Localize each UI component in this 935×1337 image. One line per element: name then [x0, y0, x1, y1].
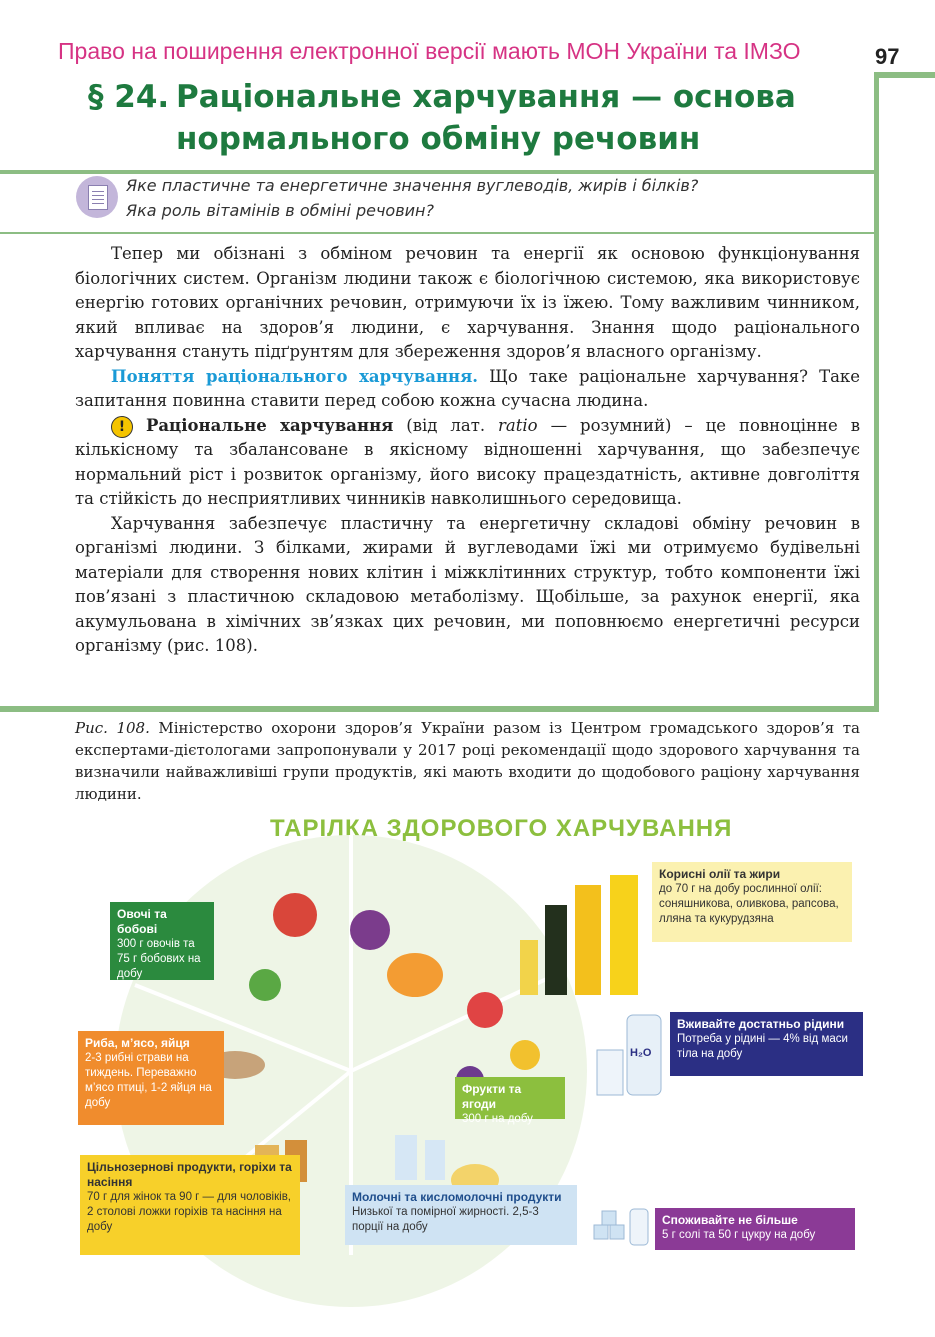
card-meat-title: Риба, м’ясо, яйця: [85, 1036, 190, 1050]
definition-part-a: (від лат.: [393, 415, 499, 435]
card-grains: [80, 1155, 300, 1255]
card-oils-text: до 70 г на добу рослинної олії: соняшникова, оливкова, рапсова, лляна та кукурудзяна: [659, 883, 839, 925]
card-salt-sugar: [655, 1208, 855, 1250]
card-vegetables-text: 300 г овочів та 75 г бобових на добу: [117, 938, 201, 980]
main-text: [75, 242, 860, 659]
section-number: § 24.: [88, 79, 170, 115]
card-grains-title: Цільнозернові продукти, горіхи та насіння: [87, 1160, 292, 1189]
copyright-banner: Право на поширення електронної версії мають МОН України та ІМЗО: [58, 38, 801, 64]
card-meat-fish: [78, 1031, 224, 1125]
infographic-title: ТАРІЛКА ЗДОРОВОГО ХАРЧУВАННЯ: [270, 815, 733, 842]
paragraph-2: [75, 365, 860, 414]
card-water: [670, 1012, 863, 1076]
exclamation-icon: !: [111, 416, 133, 438]
healthy-plate-infographic: [80, 805, 870, 1255]
question-1: Яке пластичне та енергетичне значення вуглеводів, жирів і білків?: [126, 176, 699, 195]
card-vegetables: [110, 902, 214, 980]
page-number: 97: [875, 44, 900, 69]
card-meat-text: 2-3 рибні страви на тиждень. Переважно м’ясо птиці, 1-2 яйця на добу: [85, 1052, 212, 1109]
card-water-title: Вживайте достатньо рідини: [677, 1017, 845, 1031]
paragraph-4: Харчування забезпечує пластичну та енергетичну складові обміну речовин в організмі людини. З білками, жирами й вуглеводами їжі ми отримуємо будівельні матеріали для створення нових клітин і міжклітинних структур, тобто компоненти їжі пов’язані з пластичною складовою метаболізму. Щобільше, за рахунок енергії, яка акумульована в хімічних зв’язках цих речовин, ми поповнюємо енергетичні ресурси організму (рис. 108).: [75, 513, 860, 655]
definition-part-b: — розумний) – це повноцінне в кількісному та збалансоване в якісному відношенні харчування, що забезпечує нормальний ріст і розвиток організму, його високу працездатність, активне довголіття та стійкість до несприятливих чинників навколишнього середовища.: [75, 415, 860, 508]
paragraph-2-text: Що таке раціональне харчування? Таке запитання повинна ставити перед собою кожна сучасна людина.: [75, 366, 860, 410]
definition-term: Раціональне харчування: [145, 415, 394, 435]
figure-caption: [75, 717, 860, 805]
card-fruits-text: 300 г на добу: [462, 1113, 533, 1125]
card-grains-text: 70 г для жінок та 90 г — для чоловіків, 2 столові ложки горіхів та насіння на добу: [87, 1191, 292, 1233]
paragraph-3: [75, 414, 860, 512]
latin-word: ratio: [498, 415, 538, 435]
caption-label: Рис. 108.: [75, 719, 150, 737]
h2o-label: H₂O: [630, 1047, 652, 1059]
card-dairy: [345, 1185, 577, 1245]
subheading: Поняття раціонального харчування.: [111, 366, 479, 386]
card-dairy-text: Низької та помірної жирності. 2,5-3 порції на добу: [352, 1206, 539, 1233]
oil-bottles-illustration: [520, 865, 660, 1005]
card-water-text: Потреба у рідині — 4% від маси тіла на добу: [677, 1033, 848, 1060]
caption-text: Міністерство охорони здоров’я України разом із Центром громадського здоров’я та експертами-дієтологами запропонували у 2017 році рекомендації щодо здорового харчування та визначили найважливіші групи продуктів, які мають входити до щодобового раціону харчування людини.: [75, 719, 860, 803]
notebook-icon: [76, 176, 118, 218]
bottom-accent-bar: [0, 706, 879, 712]
card-salt-text: 5 г солі та 50 г цукру на добу: [662, 1229, 816, 1241]
salt-sugar-illustration: [592, 1205, 652, 1250]
title-line-1: Раціональне харчування — основа: [176, 79, 796, 115]
title-accent-bar: [874, 72, 935, 78]
card-fruits: [455, 1077, 565, 1125]
card-oils-title: Корисні олії та жири: [659, 867, 781, 881]
question-2: Яка роль вітамінів в обміні речовин?: [126, 201, 434, 220]
card-salt-title: Споживайте не більше: [662, 1213, 798, 1227]
paragraph-1: Тепер ми обізнані з обміном речовин та енергії як основою функціонування біологічних систем. Організм людини також є біологічною системою, яка використовує енергію готових органічних речовин, отримуючи їх із їжею. Тому важливим чинником, який впливає на здоров’я людини, є харчування. Знання щодо раціонального харчування стануть підґрунтям для збереження здоров’я власного організму.: [75, 244, 860, 361]
card-fruits-title: Фрукти та ягоди: [462, 1082, 522, 1111]
right-accent-bar: [874, 72, 879, 712]
card-vegetables-title: Овочі та бобові: [117, 907, 167, 936]
card-oils: [652, 862, 852, 942]
title-line-2: нормального обміну речовин: [176, 121, 701, 157]
card-dairy-title: Молочні та кисломолочні продукти: [352, 1190, 562, 1204]
section-title: [88, 76, 848, 160]
